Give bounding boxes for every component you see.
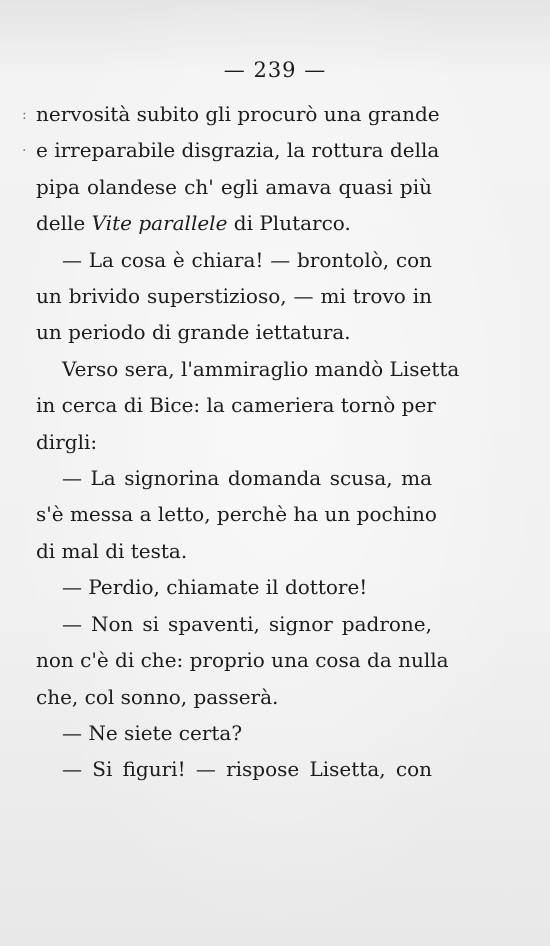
text-line: e irreparabile disgrazia, la rottura della [36, 138, 440, 163]
paragraph [36, 460, 437, 569]
book-title: Vite parallele [91, 211, 228, 236]
paragraph [36, 751, 432, 787]
paragraph [36, 351, 460, 460]
text-segment: di Plutarco. [227, 211, 351, 236]
paragraph [36, 242, 432, 351]
paragraph [36, 715, 432, 751]
text-line: un brivido superstizioso, — mi trovo in [36, 284, 432, 309]
text-line: — La signorina domanda scusa, ma [62, 466, 432, 491]
text-line: — Si figuri! — rispose Lisetta, con [62, 757, 432, 782]
body-text [36, 96, 460, 788]
paragraph [36, 569, 432, 605]
text-line: — La cosa è chiara! — brontolò, con [62, 247, 432, 272]
text-line: pipa olandese ch' egli amava quasi più [36, 174, 432, 199]
text-line: s'è messa a letto, perchè ha un pochino [36, 502, 437, 527]
margin-mark: · [22, 143, 27, 159]
text-line: un periodo di grande iettatura. [36, 320, 351, 345]
text-line: che, col sonno, passerà. [36, 684, 279, 709]
text-line: — Non si spaventi, signor padrone, [62, 611, 432, 636]
text-line: nervosità subito gli procurò una grande [36, 102, 440, 126]
text-line: non c'è di che: proprio una cosa da nulla [36, 648, 449, 673]
page-number: — 239 — [223, 58, 327, 82]
text-line: — Ne siete certa? [62, 720, 243, 745]
paragraph [36, 96, 440, 242]
paragraph [36, 606, 449, 715]
text-line: di mal di testa. [36, 538, 188, 563]
margin-mark: : [22, 107, 27, 123]
text-line [36, 205, 432, 241]
text-segment: delle [36, 211, 92, 236]
text-line: in cerca di Bice: la cameriera tornò per [36, 393, 436, 418]
text-line: dirgli: [36, 429, 98, 454]
text-line: — Perdio, chiamate il dottore! [62, 575, 368, 600]
text-line: Verso sera, l'ammiraglio mandò Lisetta [62, 356, 460, 381]
